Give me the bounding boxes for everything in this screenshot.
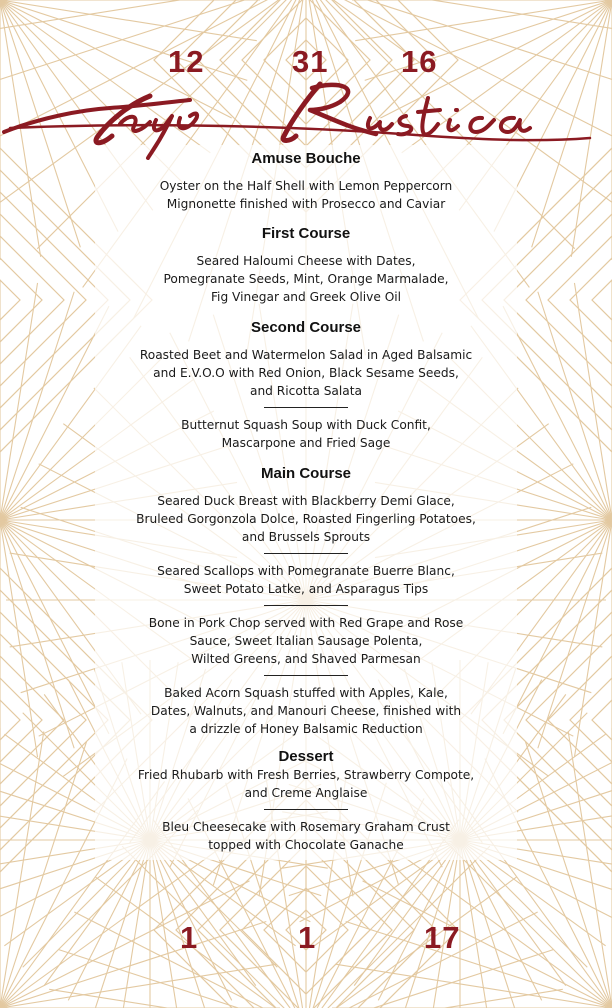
course-title-second-course: Second Course bbox=[250, 319, 362, 336]
dish-description bbox=[100, 492, 512, 546]
dish-line: Fried Rhubarb with Fresh Berries, Strawberry Compote, bbox=[137, 768, 475, 782]
dish-line: and Ricotta Salata bbox=[249, 384, 363, 398]
dish-line: a drizzle of Honey Balsamic Reduction bbox=[189, 722, 423, 736]
dish-separator bbox=[264, 553, 348, 554]
date-bottom-month: 1 bbox=[180, 920, 199, 955]
dish-line: Oyster on the Half Shell with Lemon Peppercorn bbox=[159, 179, 453, 193]
date-top-day: 31 bbox=[292, 44, 329, 79]
dish-line: Bruleed Gorgonzola Dolce, Roasted Fingerling Potatoes, bbox=[136, 512, 476, 526]
course-title-dessert: Dessert bbox=[278, 748, 334, 765]
dish-line: topped with Chocolate Ganache bbox=[208, 838, 404, 852]
dish-description bbox=[100, 684, 512, 738]
date-top-year: 16 bbox=[401, 44, 438, 79]
dish-line: Wilted Greens, and Shaved Parmesan bbox=[191, 652, 421, 666]
dish-line: and E.V.O.O with Red Onion, Black Sesame Seeds, bbox=[153, 366, 459, 380]
course-title-first-course: First Course bbox=[261, 225, 351, 242]
date-top-month: 12 bbox=[168, 44, 205, 79]
dish-description bbox=[100, 562, 512, 598]
dish-line: Seared Haloumi Cheese with Dates, bbox=[196, 254, 416, 268]
dish-description bbox=[100, 818, 512, 854]
dish-separator bbox=[264, 407, 348, 408]
dish-line: Mascarpone and Fried Sage bbox=[221, 436, 391, 450]
cafe-rustica-logo bbox=[0, 70, 612, 160]
dish-line: Butternut Squash Soup with Duck Confit, bbox=[181, 418, 431, 432]
dish-line: Mignonette finished with Prosecco and Caviar bbox=[166, 197, 446, 211]
menu-content bbox=[100, 148, 512, 854]
dish-separator bbox=[264, 605, 348, 606]
course-title-amuse-bouche: Amuse Bouche bbox=[251, 150, 361, 167]
dish-line: Fig Vinegar and Greek Olive Oil bbox=[210, 290, 402, 304]
dish-line: Sauce, Sweet Italian Sausage Polenta, bbox=[189, 634, 423, 648]
dish-separator bbox=[264, 675, 348, 676]
dish-line: Pomegranate Seeds, Mint, Orange Marmalade, bbox=[163, 272, 449, 286]
dish-description bbox=[100, 177, 512, 213]
dish-line: Bleu Cheesecake with Rosemary Graham Crust bbox=[162, 820, 450, 834]
dish-description bbox=[100, 416, 512, 452]
dish-line: Seared Scallops with Pomegranate Buerre Blanc, bbox=[157, 564, 455, 578]
dish-line: and Brussels Sprouts bbox=[241, 530, 371, 544]
dish-line: Roasted Beet and Watermelon Salad in Aged Balsamic bbox=[139, 348, 473, 362]
dish-line: Dates, Walnuts, and Manouri Cheese, finished with bbox=[150, 704, 462, 718]
dish-line: Baked Acorn Squash stuffed with Apples, Kale, bbox=[164, 686, 448, 700]
dish-line: Bone in Pork Chop served with Red Grape and Rose bbox=[148, 616, 464, 630]
dish-description bbox=[100, 346, 512, 400]
dish-line: Seared Duck Breast with Blackberry Demi Glace, bbox=[157, 494, 455, 508]
dish-description bbox=[100, 614, 512, 668]
dish-line: Sweet Potato Latke, and Asparagus Tips bbox=[183, 582, 429, 596]
course-title-main-course: Main Course bbox=[260, 465, 351, 482]
date-bottom-year: 17 bbox=[424, 920, 461, 955]
dish-separator bbox=[264, 809, 348, 810]
date-bottom-day: 1 bbox=[298, 920, 317, 955]
dish-description bbox=[100, 252, 512, 306]
dish-description bbox=[100, 766, 512, 802]
dish-line: and Creme Anglaise bbox=[244, 786, 368, 800]
